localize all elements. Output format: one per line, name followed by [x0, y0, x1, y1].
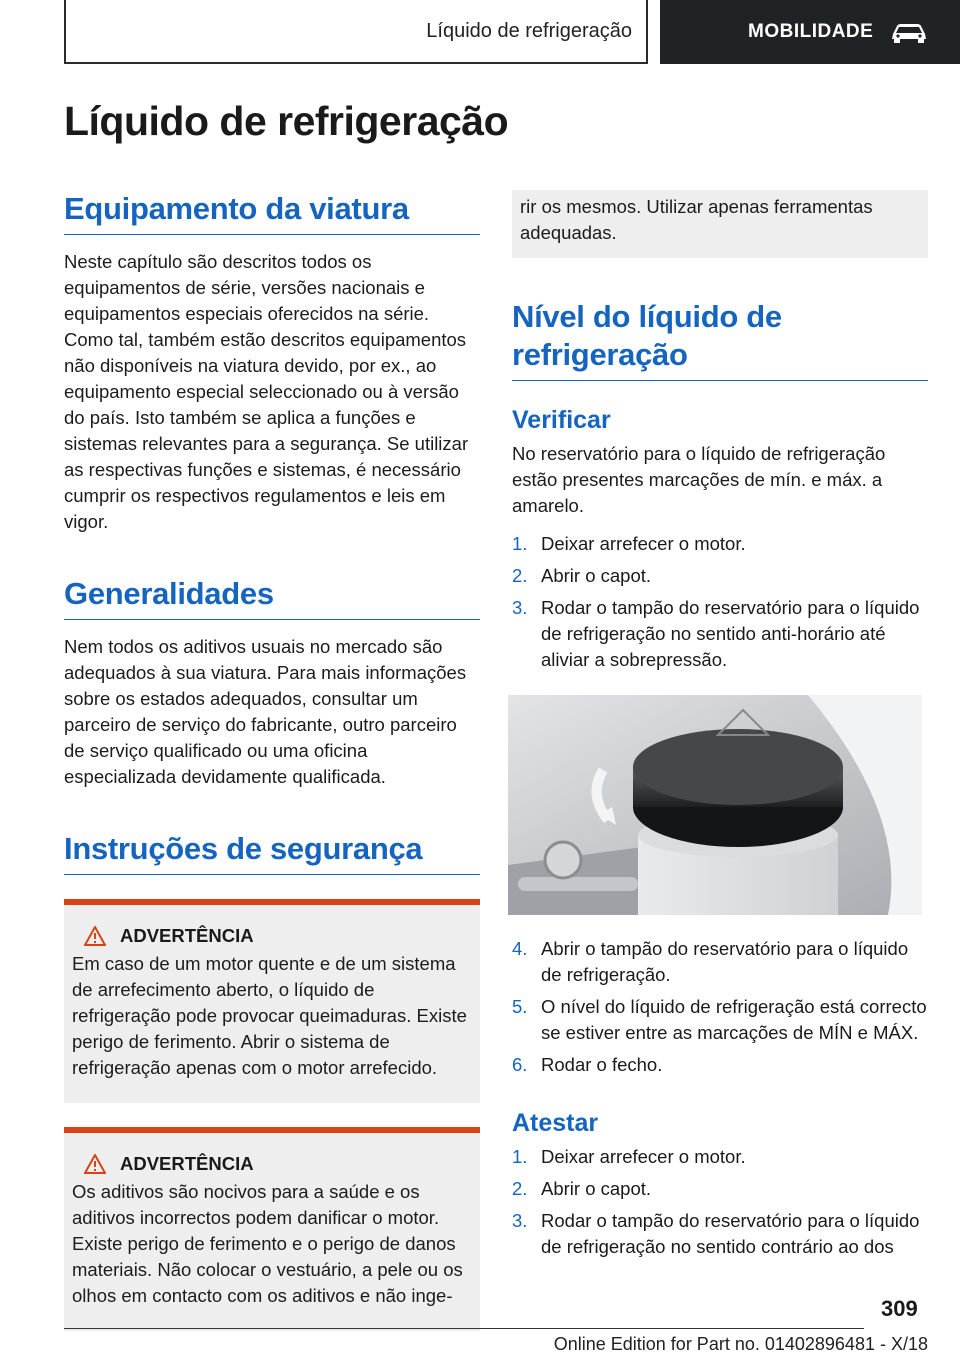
heading-general: Generalidades — [64, 575, 480, 620]
warning-text: Em caso de um motor quente e de um sistema de arrefecimento aberto, o líquido de refrigeração pode provocar queimaduras. Existe perigo de ferimento. Abrir o sistema de refrigeração apenas com o motor arrefecido. — [72, 953, 467, 1078]
warning-box-continued — [512, 190, 928, 258]
footer-divider — [64, 1328, 864, 1329]
list-item: 4. Abrir o tampão do reservatório para o líquido de refrigeração. — [512, 938, 909, 985]
check-steps-list — [512, 531, 928, 673]
car-icon — [889, 20, 929, 44]
left-column — [64, 190, 480, 1331]
check-text: No reservatório para o líquido de refrigeração estão presentes marcações de mín. e máx. a amarelo. — [512, 443, 886, 516]
warning-box-additives — [64, 1127, 480, 1331]
page-title: Líquido de refrigeração — [64, 98, 509, 144]
general-text: Nem todos os aditivos usuais no mercado são adequados à sua viatura. Para mais informações sobre os estados adequados, consultar um parceiro de serviço do fabricante, outro parceiro de serviço qualificado ou uma oficina especializada devidamente qualificada. — [64, 636, 467, 787]
warning-title: ADVERTÊNCIA — [120, 925, 254, 946]
list-item: 2. Abrir o capot. — [512, 1178, 652, 1199]
list-item: 6. Rodar o fecho. — [512, 1054, 663, 1075]
fill-steps-list — [512, 1144, 928, 1260]
heading-safety: Instruções de segurança — [64, 830, 480, 875]
list-item: 1. Deixar arrefecer o motor. — [512, 1146, 746, 1167]
heading-coolant-level: Nível do líquido de refrigeração — [512, 298, 928, 381]
page-number: 309 — [881, 1296, 918, 1321]
equipment-text: Neste capítulo são descritos todos os equipamentos de série, versões nacionais e equipamentos especiais oferecidos na série. Como tal, também estão descritos equipamentos não disponíveis na viatura devido, por ex., ao equipamento especial seleccionado ou à versão do país. Isto também se aplica a funções e sistemas relevantes para a segurança. Se utilizar as respectivas funções e sistemas, é necessário cumprir os respectivos regulamentos e leis em vigor. — [64, 251, 469, 532]
running-header-chapter — [660, 0, 960, 64]
warning-text-continued: rir os mesmos. Utilizar apenas ferramentas adequadas. — [520, 196, 873, 243]
heading-equipment: Equipamento da viatura — [64, 190, 480, 235]
right-column — [512, 190, 928, 1266]
subheading-check: Verificar — [512, 406, 611, 434]
list-item: 5. O nível do líquido de refrigeração está correcto se estiver entre as marcações de MÍN e MÁX. — [512, 996, 927, 1043]
coolant-cap-photo — [508, 695, 922, 915]
warning-box-hot-engine — [64, 899, 480, 1103]
warning-text: Os aditivos são nocivos para a saúde e os aditivos incorrectos podem danificar o motor. Existe perigo de ferimento e o perigo de danos materiais. Não colocar o vestuário, a pele ou os olhos em contacto com os aditivos e não inge- — [72, 1181, 463, 1306]
check-steps-list-continued — [512, 936, 928, 1078]
running-header-section: Líquido de refrigeração — [64, 0, 648, 64]
warning-triangle-icon — [84, 1154, 106, 1174]
warning-triangle-icon — [84, 926, 106, 946]
list-item: 3. Rodar o tampão do reservatório para o líquido de refrigeração no sentido contrário ao dos — [512, 1210, 920, 1257]
warning-title: ADVERTÊNCIA — [120, 1153, 254, 1174]
footer-edition: Online Edition for Part no. 01402896481 - X/18 — [553, 1334, 928, 1354]
chapter-label: MOBILIDADE — [748, 21, 874, 42]
list-item: 2. Abrir o capot. — [512, 565, 652, 586]
subheading-fill: Atestar — [512, 1109, 599, 1137]
list-item: 3. Rodar o tampão do reservatório para o líquido de refrigeração no sentido anti-horário até aliviar a sobrepressão. — [512, 597, 920, 670]
list-item: 1. Deixar arrefecer o motor. — [512, 533, 746, 554]
